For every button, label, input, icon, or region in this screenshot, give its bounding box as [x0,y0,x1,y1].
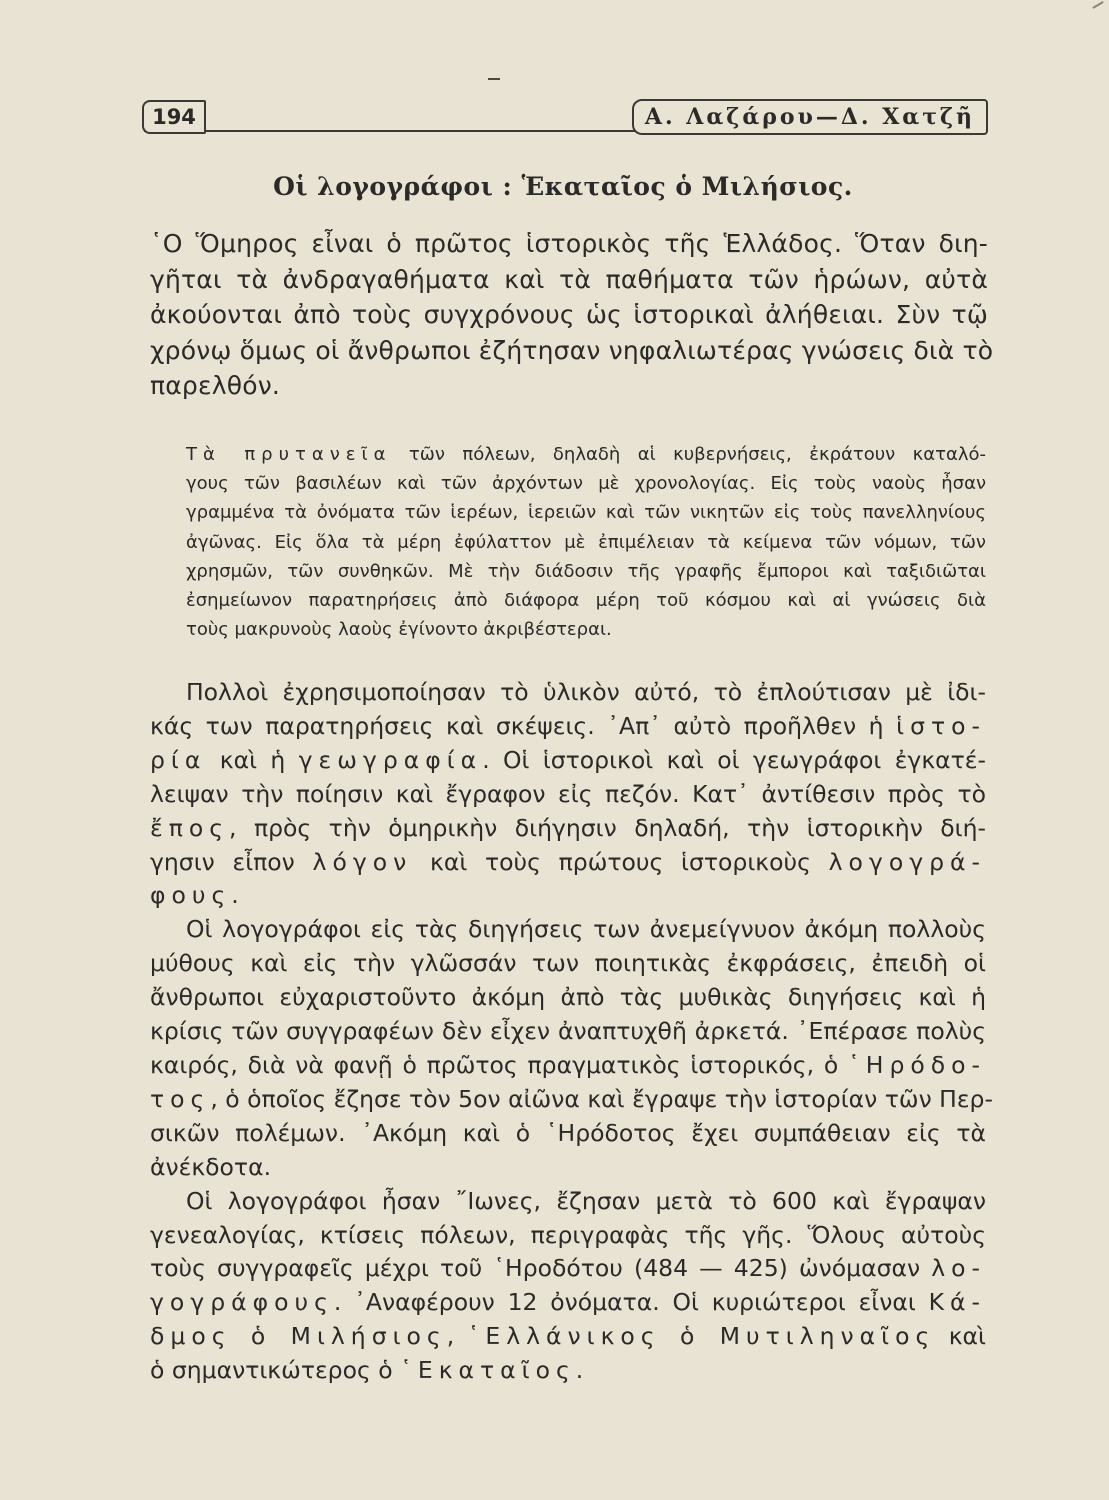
small-line: τοὺς μακρυνοὺς λαοὺς ἐγίνοντο ἀκριβέστεραι. [186,619,612,641]
body-line [150,1049,986,1083]
text: λειψαν τὴν ποίησιν καὶ ἔγραφον εἰς πεζόν. Κατ᾽ ἀντίθεσιν πρὸς τὸ [150,779,986,808]
page-number: 194 [142,100,206,134]
text: ἀνέκδοτα. [150,1152,272,1181]
body-line: μύθους καὶ εἰς τὴν γλῶσσάν των ποιητικὰς ἐκφράσεις, ἐπειδὴ οἱ [150,949,986,978]
text: καὶ τοὺς πρώτους ἱστορικοὺς [412,847,829,876]
text: . [231,881,239,910]
text: γησιν εἶπον [150,847,313,876]
text: Πολλοὶ ἐχρησιμοποίησαν τὸ ὑλικὸν αὐτό, τὸ ἐπλούτισαν μὲ ἰδι- [186,678,986,706]
spaced-term: ἱστο- [896,711,986,740]
body-line [150,744,986,778]
intro-line: χρόνῳ ὅμως οἱ ἄνθρωποι ἐζήτησαν νηφαλιωτέρας γνώσεις διὰ τὸ [150,335,994,365]
text: , [446,1322,468,1351]
spaced-term: γεωγραφία [298,745,483,774]
spaced-term: ἔπος [150,813,230,842]
body-line: κρίσις τῶν συγγραφέων δὲν εἶχεν ἀναπτυχθῆ ἀρκετά. ᾽Επέρασε πολὺς [150,1017,986,1046]
body-line [150,1219,986,1253]
small-print-paragraph [186,440,986,644]
spaced-term: δμος ὁ Μιλήσιος [150,1322,447,1351]
body-line [150,1083,993,1117]
text: καιρός, διὰ νὰ φανῇ ὁ πρῶτος πραγματικὸς ἱστορικός, ὁ [150,1050,849,1079]
body-line [150,879,986,913]
body-line [150,1252,986,1286]
body-line [150,710,986,744]
spaced-term: ρία [150,745,207,774]
small-line: γους τῶν βασιλέων καὶ τῶν ἀρχόντων μὲ χρονολογίας. Εἰς τοὺς ναοὺς ἦσαν [186,473,986,495]
dash-mark [488,78,500,80]
body-line [186,676,986,710]
spaced-term: ῾Ελλάνικος ὁ Μυτιληναῖος [467,1322,936,1351]
body-line [186,1185,986,1219]
small-line: γραμμένα τὰ ὀνόματα τῶν ἱερέων, ἱερειῶν καὶ τῶν νικητῶν εἰς τοὺς πανελληνίους [186,502,986,524]
corner-mark [1092,1,1103,9]
body-line [150,846,986,880]
body-line [150,1286,986,1320]
body-text [150,676,993,1388]
small-line [186,440,986,469]
text: . ᾽Αναφέρουν 12 ὀνόματα. Οἱ κυριώτεροι εἶναι [333,1288,929,1317]
text: Οἱ λογογράφοι ἦσαν ῎Ιωνες, ἔζησαν μετὰ τὸ 600 καὶ ἔγραψαν [186,1186,986,1215]
body-line [150,812,986,846]
text: σικῶν πολέμων. ᾽Ακόμη καὶ ὁ ῾Ηρόδοτος ἔχει συμπάθειαν εἰς τὰ [150,1118,986,1147]
spaced-term: λο- [931,1254,986,1283]
spaced-term: Κά- [928,1288,986,1317]
running-head: Α. Λαζάρου—Δ. Χατζῆ [632,99,988,135]
text: καὶ [935,1322,986,1351]
spaced-term: ῾Ηρόδο- [848,1050,986,1079]
body-line [150,1354,986,1388]
intro-line: γῆται τὰ ἀνδραγαθήματα καὶ τὰ παθήματα τῶν ἡρώων, αὐτὰ [150,264,988,294]
text: . [575,1356,584,1385]
text: γενεαλογίας, κτίσεις πόλεων, περιγραφὰς τῆς γῆς. Ὅλους αὐτοὺς [150,1220,986,1249]
body-line [150,1117,986,1151]
spaced-term: φους [150,881,232,910]
text: κάς των παρατηρήσεις καὶ σκέψεις. ᾽Απ᾽ αὐτὸ προῆλθεν ἡ [150,711,897,740]
text: καὶ ἡ [206,745,299,774]
text: ὁ σημαντικώτερος ὁ [150,1356,401,1385]
text: , πρὸς τὴν ὁμηρικὴν διήγησιν δηλαδή, τὴν ἱστορικὴν διή- [229,813,986,842]
intro-line: παρελθόν. [150,371,281,400]
intro-line: ἀκούονται ἀπὸ τοὺς συγχρόνους ὡς ἱστορικαὶ ἀλήθειαι. Σὺν τῷ [150,300,988,329]
body-line [150,778,986,812]
text: τοὺς συγγραφεῖς μέχρι τοῦ ῾Ηροδότου (484 — 425) ὠνόμασαν [150,1254,932,1283]
body-line: ἄνθρωποι εὐχαριστοῦντο ἀκόμη ἀπὸ τὰς μυθικὰς διηγήσεις καὶ ἡ [150,983,986,1012]
intro-line: ῾Ο Ὅμηρος εἶναι ὁ πρῶτος ἱστορικὸς τῆς Ἑλλάδος. Ὅταν διη- [150,229,988,258]
text: , ὁ ὁποῖος ἔζησε τὸν 5ον αἰῶνα καὶ ἔγραψε τὴν ἱστορίαν τῶν Περ- [210,1084,993,1113]
small-line: χρησμῶν, τῶν συνθηκῶν. Μὲ τὴν διάδοσιν τῆς γραφῆς ἔμποροι καὶ ταξιδιῶται [186,560,986,582]
text: . Οἱ ἱστορικοὶ καὶ οἱ γεωγράφοι ἐγκατέ- [482,745,986,774]
spaced-term: λογογρά- [828,847,986,876]
spaced-term: λόγον [312,847,413,876]
small-line-text: τῶν πόλεων, δηλαδὴ αἱ κυβερνήσεις, ἐκράτουν καταλό- [408,444,986,465]
body-line: Οἱ λογογράφοι εἰς τὰς διηγήσεις των ἀνεμείγνυον ἀκόμη πολλοὺς [186,915,986,944]
body-line [150,1320,986,1354]
small-line: ἀγῶνας. Εἰς ὅλα τὰ μέρη ἐφύλαττον μὲ ἐπιμέλειαν τὰ κείμενα τῶν νόμων, τῶν [186,531,986,553]
small-line: ἐσημείωνον παρατηρήσεις ἀπὸ διάφορα μέρη τοῦ κόσμου καὶ αἱ γνώσεις διὰ [186,590,986,612]
chapter-title: Οἱ λογογράφοι : Ἑκαταῖος ὁ Μιλήσιος. [273,172,853,201]
spaced-term: Τὰ πρυτανεῖα [186,444,392,465]
spaced-term: γογράφους [150,1288,334,1317]
spaced-term: ῾Εκαταῖος [400,1356,576,1385]
body-line [150,1151,986,1185]
intro-paragraph [150,226,994,404]
spaced-term: τος [150,1084,211,1113]
